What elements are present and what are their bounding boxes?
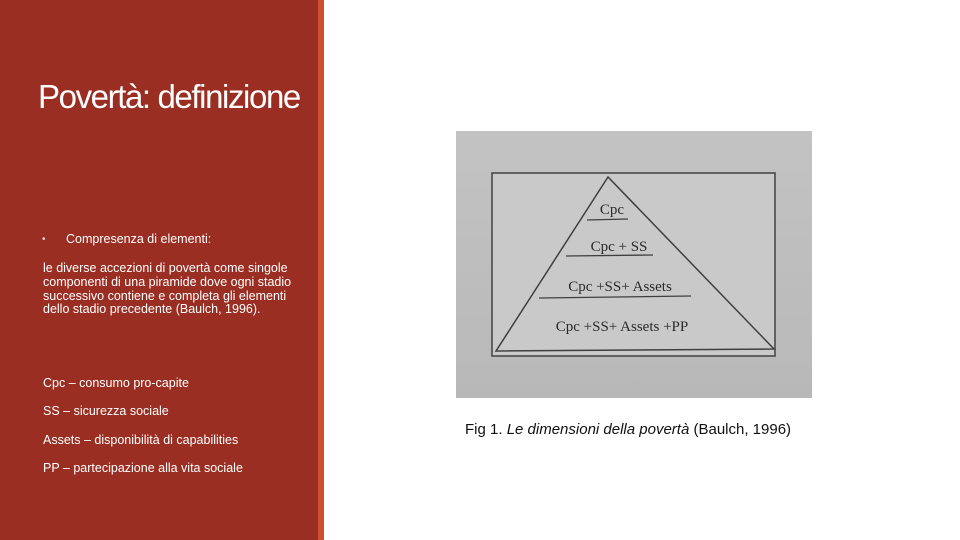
- bullet-text: Compresenza di elementi:: [66, 232, 212, 246]
- panel-accent-stripe: [318, 0, 324, 540]
- caption-prefix: Fig 1.: [465, 421, 503, 438]
- pyramid-level-3: Cpc +SS+ Assets: [568, 279, 672, 295]
- legend-item-pp: PP – partecipazione alla vita sociale: [43, 461, 243, 475]
- pyramid-photo: [456, 131, 812, 398]
- slide-title: Povertà: definizione: [38, 78, 300, 115]
- figure-caption: [465, 421, 791, 438]
- body-paragraph: le diverse accezioni di povertà come singole componenti di una piramide dove ogni stadio successivo contiene e completa gli elementi dello stadio precedente (Baulch, 1996).: [43, 261, 292, 317]
- pyramid-diagram: [456, 131, 812, 398]
- bullet-item: [42, 232, 211, 246]
- legend-item-assets: Assets – disponibilità di capabilities: [43, 433, 239, 447]
- caption-title: Le dimensioni della povertà: [506, 421, 690, 438]
- caption-citation: (Baulch, 1996): [693, 421, 792, 438]
- bullet-dot-icon: •: [42, 233, 46, 245]
- legend-item-ss: SS – sicurezza sociale: [43, 404, 169, 418]
- pyramid-level-4: Cpc +SS+ Assets +PP: [555, 319, 689, 335]
- pyramid-level-1: Cpc: [599, 202, 625, 218]
- legend-item-cpc: Cpc – consumo pro-capite: [43, 376, 189, 390]
- pyramid-level-2: Cpc + SS: [590, 239, 648, 255]
